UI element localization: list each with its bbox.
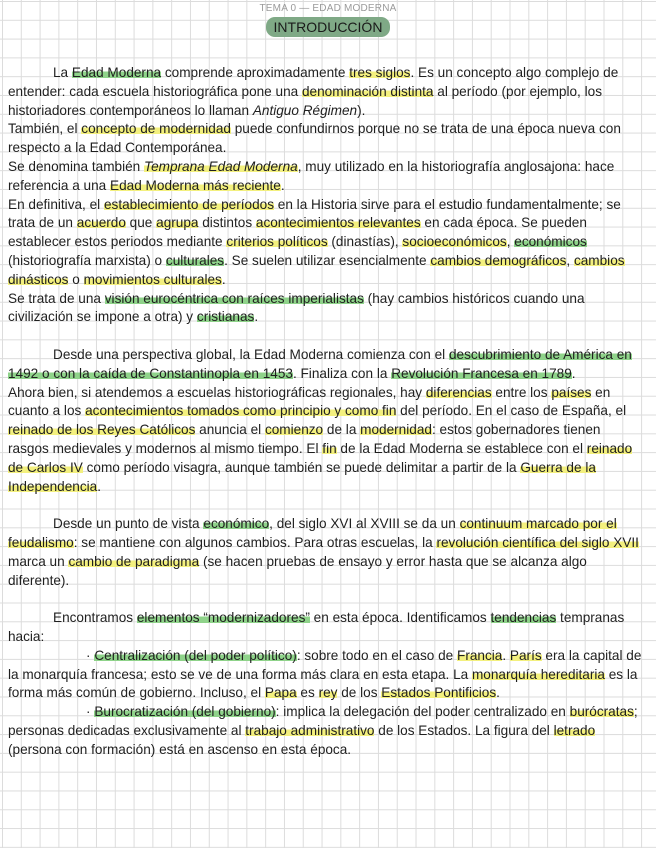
highlight-yellow: revolución científica del siglo XVII (436, 534, 639, 550)
highlight-yellow: Francia (457, 647, 503, 663)
highlight-green: Revolución Francesa en 1789 (391, 365, 572, 381)
highlight-yellow: continuum marcado por el feudalismo (8, 516, 617, 550)
highlight-yellow: Edad Moderna más reciente (110, 177, 281, 193)
title-container (0, 17, 656, 37)
text-run: tempranas hacia: (8, 610, 625, 644)
highlight-yellow: concepto de modernidad (81, 121, 231, 137)
italic-text: Antiguo Régimen (252, 102, 358, 118)
text-run: es la forma más común de gobierno. Incluso, el (8, 666, 638, 701)
text-run: marca un (8, 553, 69, 569)
text-run: Se denomina también (8, 158, 145, 174)
paragraph (8, 196, 644, 290)
text-run: En definitiva, el (8, 196, 104, 212)
text-run: . Es un concepto algo complejo de entender: cada escuela historiográfica pone una (8, 65, 619, 99)
highlight-yellow: monarquía hereditaria (471, 666, 605, 682)
highlight-yellow: acontecimientos tomados como principio y como fin (85, 403, 397, 419)
text-run: . (97, 478, 101, 494)
text-run: en la Historia sirve para el estudio fundamentalmente; se trata de un (8, 196, 621, 231)
highlight-green: económicos (514, 234, 587, 250)
text-run: (persona con formación) está en ascenso en esta época. (8, 741, 352, 757)
text-run: distintos (198, 215, 256, 231)
text-run: . (502, 647, 510, 663)
text-run: : se mantiene con algunos cambios. Para otras escuelas, la (73, 534, 437, 550)
highlight-yellow: reinado de los Reyes Católicos (8, 422, 196, 438)
paragraph (8, 647, 644, 703)
text-run: en cada época. Se pueden establecer estos periodos mediante (8, 215, 587, 250)
text-run: : estos gobernadores tienen rasgos medievales y modernos al mismo tiempo. El (8, 422, 601, 456)
paragraph (8, 158, 644, 196)
highlight-yellow: diferencias (425, 384, 492, 400)
text-run: : sobre todo en el caso de (296, 647, 458, 663)
highlight-green: visión eurocéntrica con raíces imperialistas (104, 290, 364, 306)
paragraph-gap (8, 590, 644, 609)
text-run: . (496, 685, 500, 701)
text-run: (se hacen pruebas de ensayo y error hasta que se alcanza algo diferente). (8, 553, 587, 588)
highlight-yellow: agrupa (156, 215, 199, 231)
text-run: . Se suelen utilizar esencialmente (224, 252, 431, 268)
highlight-yellow: cambios demográficos (430, 252, 567, 268)
paragraph (8, 609, 644, 647)
page-title: INTRODUCCIÓN (266, 17, 391, 37)
highlight-yellow: cambios dinásticos (8, 252, 625, 287)
text-run: Se trata de una (8, 290, 105, 306)
highlight-yellow: modernidad (360, 422, 432, 438)
text-run: es (296, 685, 319, 701)
highlight-green: cristianas (196, 309, 255, 325)
text-run: anuncia el (195, 422, 265, 438)
paragraph (8, 346, 644, 384)
text-run: al período (por ejemplo, los historiadores contemporáneos lo llaman (8, 83, 602, 118)
highlight-green: económico (203, 516, 270, 532)
highlight-yellow: Estados Pontificios (381, 685, 497, 701)
highlight-yellow: Guerra de la Independencia (8, 459, 596, 494)
highlight-yellow: movimientos culturales (83, 271, 222, 287)
text-run: . Finaliza con la (292, 365, 392, 381)
text-run: , del siglo XVI al XVIII se da un (269, 516, 460, 532)
text-run: en esta época. Identificamos (309, 610, 491, 626)
highlight-green: Burocratización (del gobierno) (94, 704, 276, 720)
paragraph (8, 384, 644, 497)
text-run: como período visagra, aunque también se puede delimitar a partir de la (82, 459, 521, 475)
section-label: TEMA 0 — EDAD MODERNA (259, 3, 397, 14)
highlight-yellow: acuerdo (76, 215, 126, 231)
text-run: comprende aproximadamente (161, 65, 350, 80)
text-run: . (571, 365, 576, 381)
text-run: (hay cambios históricos cuando una civilización se impone a otra) y (8, 290, 585, 325)
highlight-yellow: comienzo (264, 422, 324, 438)
text-run: o (68, 271, 84, 287)
text-run: de la Edad Moderna se establece con el (336, 440, 587, 456)
text-run: de los (337, 685, 382, 701)
highlight-yellow: París (509, 647, 542, 663)
text-run: era la capital de la monarquía francesa; esto se ve de una forma más clara en esta etapa. La (8, 647, 642, 682)
text-run: . (221, 271, 226, 287)
highlight-yellow: rey (318, 685, 338, 701)
highlight-yellow: burócratas (569, 704, 634, 720)
highlight-yellow: acontecimientos relevantes (255, 215, 421, 231)
highlight-green: Centralización (del poder político) (94, 647, 297, 663)
highlight-green: culturales (165, 252, 225, 268)
highlight-yellow: socioeconómicos (402, 234, 507, 250)
highlight-green: elementos “modernizadores” (136, 610, 310, 626)
text-run: · (86, 647, 95, 663)
highlight-yellow: reinado de Carlos IV (8, 440, 633, 475)
highlight-green: tendencias (490, 610, 557, 626)
text-run: . (254, 309, 259, 325)
highlight-yellow: Papa (264, 685, 297, 701)
paragraph (8, 120, 644, 158)
text-run: , (506, 234, 515, 250)
text-run: ; personas dedicadas exclusivamente al (8, 704, 638, 738)
text-run: Encontramos (53, 610, 137, 626)
text-run: : implica la delegación del poder centralizado en (275, 704, 570, 720)
highlight-yellow: trabajo administrativo (245, 722, 375, 738)
highlight-yellow: criterios políticos (226, 234, 328, 250)
text-run: puede confundirnos porque no se trata de una época nueva con respecto a la Edad Contemporánea. (8, 121, 621, 156)
text-run: de la (323, 422, 361, 438)
text-run: Ahora bien, si atendemos a escuelas historiográficas regionales, hay (8, 384, 426, 400)
highlight-yellow: fin (322, 440, 337, 456)
highlight-green: Edad Moderna (71, 65, 162, 80)
text-run: También, el (8, 121, 82, 137)
highlight-yellow: países (551, 384, 592, 400)
text-run: . (280, 177, 285, 193)
highlight-yellow: establecimiento de períodos (103, 196, 274, 212)
text-run: (historiografía marxista) o (8, 252, 166, 268)
text-run: del período. En el caso de España, el (396, 403, 627, 419)
text-run: · (86, 704, 95, 720)
highlight-yellow: letrado (553, 722, 596, 738)
document-body (8, 64, 644, 759)
text-run: entre los (491, 384, 552, 400)
paragraph (8, 64, 644, 120)
highlight-yellow: Temprana Edad Moderna (144, 158, 298, 174)
paragraph-gap (8, 496, 644, 515)
highlight-yellow: denominación distinta (301, 83, 434, 99)
paragraph (8, 515, 644, 590)
paragraph (8, 290, 644, 328)
paragraph (8, 703, 644, 759)
text-run: , (566, 252, 574, 268)
text-run: ). (357, 102, 366, 118)
highlight-yellow: cambio de paradigma (68, 553, 200, 569)
highlight-yellow: tres siglos (349, 65, 411, 80)
text-run: Desde una perspectiva global, la Edad Moderna comienza con el (53, 346, 449, 362)
text-run: (dinastías), (327, 234, 403, 250)
text-run: de los Estados. La figura del (374, 722, 554, 738)
paragraph-gap (8, 327, 644, 346)
text-run: Desde un punto de vista (53, 516, 204, 532)
text-run: , muy utilizado en la historiografía anglosajona: hace referencia a una (8, 158, 615, 193)
highlight-green: descubrimiento de América en 1492 o con la caída de Constantinopla en 1453 (8, 346, 632, 381)
text-run: que (125, 215, 157, 231)
text-run: La (53, 65, 72, 80)
text-run: en cuanto a los (8, 384, 611, 419)
